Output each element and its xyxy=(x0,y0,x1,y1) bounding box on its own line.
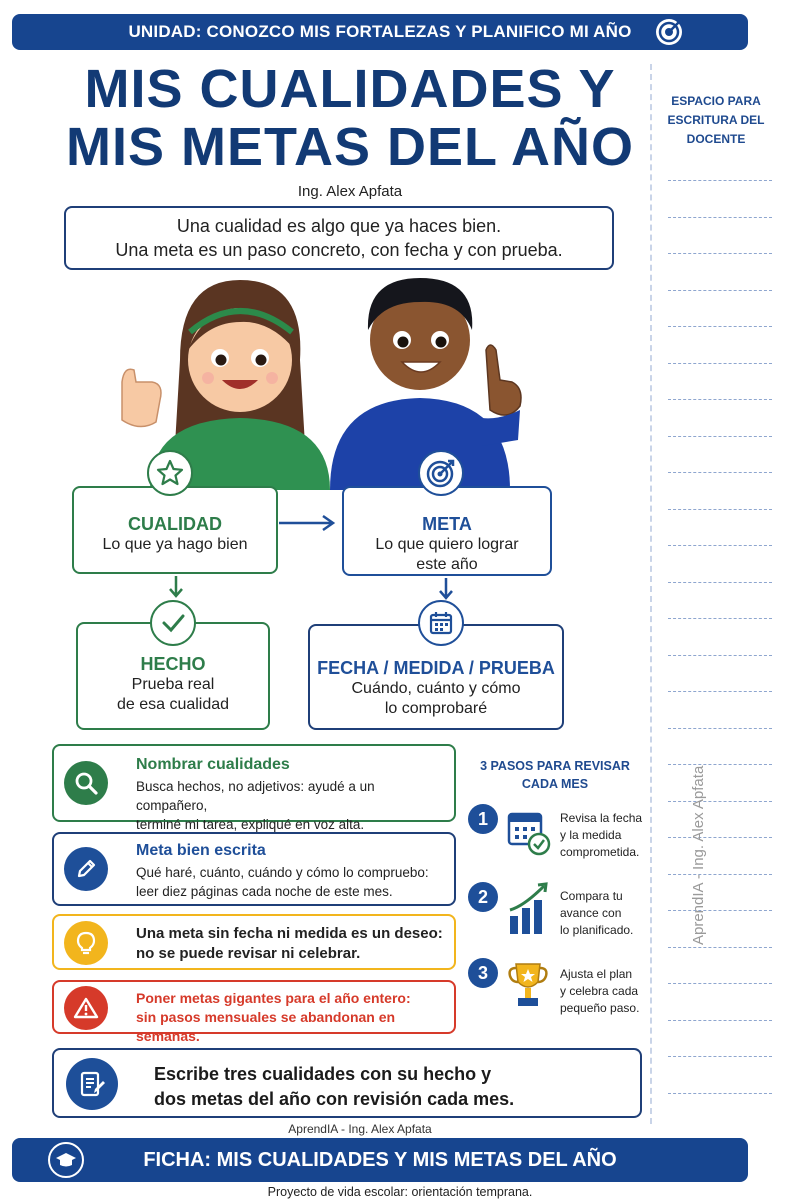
hecho-text-2: de esa cualidad xyxy=(116,696,230,713)
watermark: AprendIA - Ing. Alex Apfata xyxy=(690,765,707,945)
card-text-1: Qué haré, cuánto, cuándo y cómo lo compruebo: xyxy=(136,865,429,880)
unit-banner xyxy=(12,14,748,50)
page-title xyxy=(60,60,640,176)
step-text xyxy=(560,966,656,1017)
star-icon xyxy=(147,450,193,496)
teacher-writing-column xyxy=(650,64,776,1124)
writing-line xyxy=(668,618,772,619)
writing-line xyxy=(668,874,772,875)
step-line: lo planificado. xyxy=(560,923,634,937)
pencil-icon xyxy=(64,847,108,891)
card-metas-gigantes xyxy=(52,980,456,1044)
task-line-2: dos metas del año con revisión cada mes. xyxy=(154,1089,515,1109)
step-text xyxy=(560,888,656,939)
cualidad-title: CUALIDAD xyxy=(128,514,222,534)
card-text-2: terminé mi tarea, expliqué en voz alta. xyxy=(136,817,365,832)
writing-line xyxy=(668,436,772,437)
hecho-title: HECHO xyxy=(140,654,206,674)
credit: AprendIA - Ing. Alex Apfata xyxy=(288,1122,432,1136)
lightbulb-icon xyxy=(64,921,108,965)
steps-title: 3 PASOS PARA REVISAR CADA MES xyxy=(480,759,630,791)
growth-chart-icon xyxy=(506,880,552,936)
step-number: 2 xyxy=(468,882,498,912)
step-line: y celebra cada xyxy=(560,984,639,998)
fecha-text-1: Cuándo, cuánto y cómo xyxy=(351,680,521,697)
writing-line xyxy=(668,728,772,729)
step-line: Revisa la fecha xyxy=(560,811,643,825)
step-line: comprometida. xyxy=(560,845,640,859)
writing-line xyxy=(668,1093,772,1094)
writing-line xyxy=(668,983,772,984)
calendar-icon xyxy=(418,600,464,646)
writing-line xyxy=(668,399,772,400)
check-icon xyxy=(150,600,196,646)
task-text xyxy=(154,1062,514,1112)
trophy-icon xyxy=(506,960,550,1012)
card-text-2: leer diez páginas cada noche de este mes. xyxy=(136,884,393,899)
step-line: Compara tu xyxy=(560,889,623,903)
writing-line xyxy=(668,1056,772,1057)
footer-note: Proyecto de vida escolar: orientación temprana. xyxy=(267,1185,533,1199)
magnifier-icon xyxy=(64,761,108,805)
writing-line xyxy=(668,217,772,218)
card-text-2: sin pasos mensuales se abandonan en semanas. xyxy=(136,1009,396,1044)
meta-text-2: este año xyxy=(416,556,478,573)
writing-line xyxy=(668,509,772,510)
writing-line xyxy=(668,910,772,911)
card-nombrar-cualidades xyxy=(52,744,456,832)
task-line-1: Escribe tres cualidades con su hecho y xyxy=(154,1064,492,1084)
card-meta-sin-fecha xyxy=(52,914,456,970)
writing-line xyxy=(668,1020,772,1021)
card-meta-bien-escrita xyxy=(52,832,456,906)
card-title: Meta bien escrita xyxy=(136,842,266,859)
step-line: y la medida xyxy=(560,828,622,842)
writing-line xyxy=(668,545,772,546)
unit-title: UNIDAD: CONOZCO MIS FORTALEZAS Y PLANIFICO MI AÑO xyxy=(128,22,632,41)
writing-line xyxy=(668,253,772,254)
writing-line xyxy=(668,472,772,473)
fecha-title: FECHA / MEDIDA / PRUEBA xyxy=(317,658,555,678)
graduation-cap-icon xyxy=(48,1142,84,1178)
fecha-text-2: lo comprobaré xyxy=(384,700,488,717)
card-text-1: Poner metas gigantes para el año entero: xyxy=(136,990,411,1006)
title-line-1: MIS CUALIDADES Y xyxy=(84,59,616,119)
calendar-check-icon xyxy=(506,806,552,858)
writing-line xyxy=(668,947,772,948)
card-title: Nombrar cualidades xyxy=(136,756,290,773)
writing-line xyxy=(668,655,772,656)
definition-line-1: Una cualidad es algo que ya haces bien. xyxy=(176,216,502,236)
goal-target-icon xyxy=(418,450,464,496)
cualidad-box xyxy=(72,486,278,574)
card-text-1: Busca hechos, no adjetivos: ayudé a un compañero, xyxy=(136,779,375,813)
card-text-2: no se puede revisar ni celebrar. xyxy=(136,945,361,962)
step-line: pequeño paso. xyxy=(560,1001,640,1015)
definition-line-2: Una meta es un paso concreto, con fecha y con prueba. xyxy=(115,240,563,260)
footer-banner xyxy=(12,1138,748,1182)
writing-line xyxy=(668,691,772,692)
arrow-down-green-icon xyxy=(166,574,186,600)
footer-title: FICHA: MIS CUALIDADES Y MIS METAS DEL AÑO xyxy=(143,1148,617,1171)
writing-line xyxy=(668,290,772,291)
meta-box xyxy=(342,486,552,576)
warning-icon xyxy=(64,986,108,1030)
meta-title: META xyxy=(422,514,472,534)
writing-line xyxy=(668,764,772,765)
cualidad-text: Lo que ya hago bien xyxy=(102,536,248,553)
writing-line xyxy=(668,801,772,802)
writing-line xyxy=(668,363,772,364)
writing-line xyxy=(668,326,772,327)
writing-line xyxy=(668,582,772,583)
hecho-text-1: Prueba real xyxy=(131,676,215,693)
definition-box xyxy=(64,206,614,270)
title-line-2: MIS METAS DEL AÑO xyxy=(65,117,635,177)
step-line: Ajusta el plan xyxy=(560,967,633,981)
document-pencil-icon xyxy=(66,1058,118,1110)
writing-line xyxy=(668,180,772,181)
step-text xyxy=(560,810,656,861)
step-line: avance con xyxy=(560,906,622,920)
arrow-down-blue-icon xyxy=(436,576,456,602)
step-number: 3 xyxy=(468,958,498,988)
target-icon xyxy=(654,17,684,47)
arrow-right-icon xyxy=(275,512,345,534)
writing-line xyxy=(668,837,772,838)
card-text-1: Una meta sin fecha ni medida es un deseo: xyxy=(136,925,443,942)
teacher-space-title: ESPACIO PARA ESCRITURA DEL DOCENTE xyxy=(667,94,765,146)
step-number: 1 xyxy=(468,804,498,834)
author: Ing. Alex Apfata xyxy=(297,183,403,200)
meta-text-1: Lo que quiero lograr xyxy=(375,536,519,553)
task-box xyxy=(52,1048,642,1118)
